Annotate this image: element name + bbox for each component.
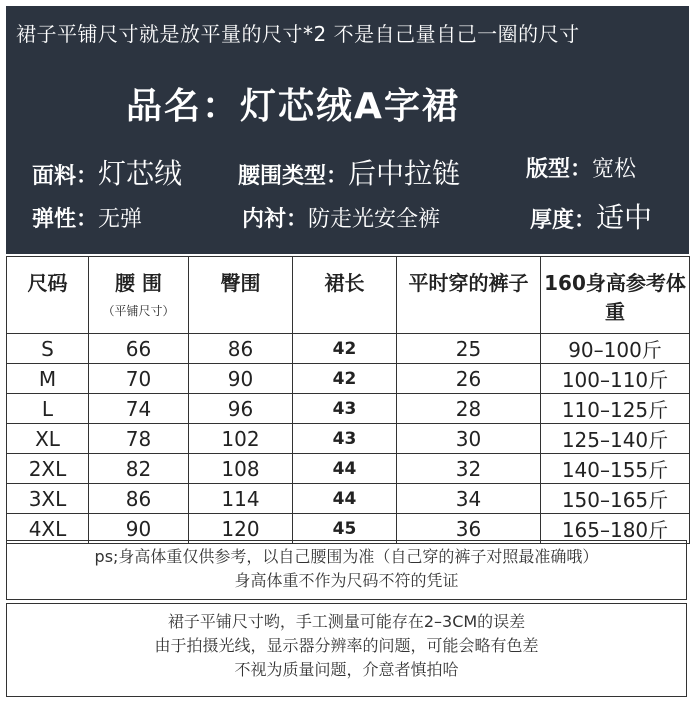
reference-note (6, 540, 687, 600)
spec-waist-type (238, 152, 460, 192)
cell-hip: 120 (189, 514, 293, 544)
product-header (6, 6, 689, 254)
top-note: 裙子平铺尺寸就是放平量的尺寸*2 不是自己量自己一圈的尺寸 (16, 22, 580, 46)
cell-pants: 26 (397, 364, 541, 394)
table-row (7, 424, 690, 454)
cell-pants: 36 (397, 514, 541, 544)
cell-length: 44 (293, 454, 397, 484)
note-line: 身高体重不作为尺码不符的凭证 (234, 571, 459, 590)
cell-weight: 90–100斤 (541, 334, 690, 364)
header-size: 尺码 (7, 257, 89, 334)
header-waist (89, 257, 189, 334)
cell-hip: 86 (189, 334, 293, 364)
note-line: 由于拍摄光线，显示器分辨率的问题，可能会略有色差 (154, 636, 539, 655)
table-row (7, 394, 690, 424)
spec-label: 厚度： (530, 208, 597, 233)
cell-hip: 96 (189, 394, 293, 424)
cell-weight: 165–180斤 (541, 514, 690, 544)
cell-length: 45 (293, 514, 397, 544)
note-line: 不视为质量问题，介意者慎拍哈 (234, 660, 459, 679)
spec-value: 灯芯绒 (98, 157, 183, 190)
cell-length: 42 (293, 364, 397, 394)
cell-pants: 34 (397, 484, 541, 514)
spec-value: 适中 (596, 201, 653, 234)
cell-waist: 74 (89, 394, 189, 424)
cell-size: 3XL (7, 484, 89, 514)
spec-value: 后中拉链 (348, 157, 461, 190)
cell-size: M (7, 364, 89, 394)
header-hip: 臀围 (189, 257, 293, 334)
cell-waist: 86 (89, 484, 189, 514)
header-length: 裙长 (293, 257, 397, 334)
header-waist-sub: （平铺尺寸） (102, 304, 175, 318)
cell-waist: 78 (89, 424, 189, 454)
table-header-row (7, 257, 690, 334)
product-name: 品名：灯芯绒A字裙 (126, 86, 460, 127)
table-row (7, 334, 690, 364)
header-pants: 平时穿的裤子 (397, 257, 541, 334)
spec-label: 面料： (32, 164, 99, 189)
cell-length: 43 (293, 424, 397, 454)
cell-weight: 110–125斤 (541, 394, 690, 424)
spec-label: 内衬： (242, 207, 309, 232)
spec-label: 腰围类型： (238, 164, 349, 189)
cell-size: XL (7, 424, 89, 454)
cell-weight: 140–155斤 (541, 454, 690, 484)
cell-weight: 150–165斤 (541, 484, 690, 514)
cell-length: 44 (293, 484, 397, 514)
cell-length: 43 (293, 394, 397, 424)
cell-pants: 25 (397, 334, 541, 364)
cell-waist: 70 (89, 364, 189, 394)
cell-hip: 90 (189, 364, 293, 394)
spec-label: 版型： (526, 157, 593, 182)
cell-pants: 32 (397, 454, 541, 484)
spec-value: 宽松 (592, 157, 637, 182)
cell-hip: 102 (189, 424, 293, 454)
table-row (7, 454, 690, 484)
cell-waist: 82 (89, 454, 189, 484)
cell-size: 2XL (7, 454, 89, 484)
cell-hip: 108 (189, 454, 293, 484)
cell-hip: 114 (189, 484, 293, 514)
cell-weight: 100–110斤 (541, 364, 690, 394)
spec-lining (242, 202, 440, 233)
size-table (6, 256, 690, 544)
table-row (7, 364, 690, 394)
cell-pants: 28 (397, 394, 541, 424)
spec-thickness (530, 196, 652, 236)
spec-value: 防走光安全裤 (308, 207, 441, 232)
note-line: ps;身高体重仅供参考，以自己腰围为准（自己穿的裤子对照最准确哦） (94, 547, 599, 566)
spec-fit (526, 152, 636, 183)
cell-length: 42 (293, 334, 397, 364)
cell-waist: 90 (89, 514, 189, 544)
spec-label: 弹性： (32, 207, 99, 232)
measurement-note (6, 603, 687, 697)
cell-waist: 66 (89, 334, 189, 364)
header-weight: 160身高参考体重 (541, 257, 690, 334)
cell-size: S (7, 334, 89, 364)
header-waist-label: 腰 围 (115, 271, 162, 295)
spec-value: 无弹 (98, 207, 143, 232)
cell-weight: 125–140斤 (541, 424, 690, 454)
table-row (7, 514, 690, 544)
note-line: 裙子平铺尺寸哟，手工测量可能存在2–3CM的误差 (167, 612, 526, 631)
table-row (7, 484, 690, 514)
cell-size: 4XL (7, 514, 89, 544)
cell-pants: 30 (397, 424, 541, 454)
spec-fabric (32, 152, 182, 192)
spec-elasticity (32, 202, 142, 233)
cell-size: L (7, 394, 89, 424)
